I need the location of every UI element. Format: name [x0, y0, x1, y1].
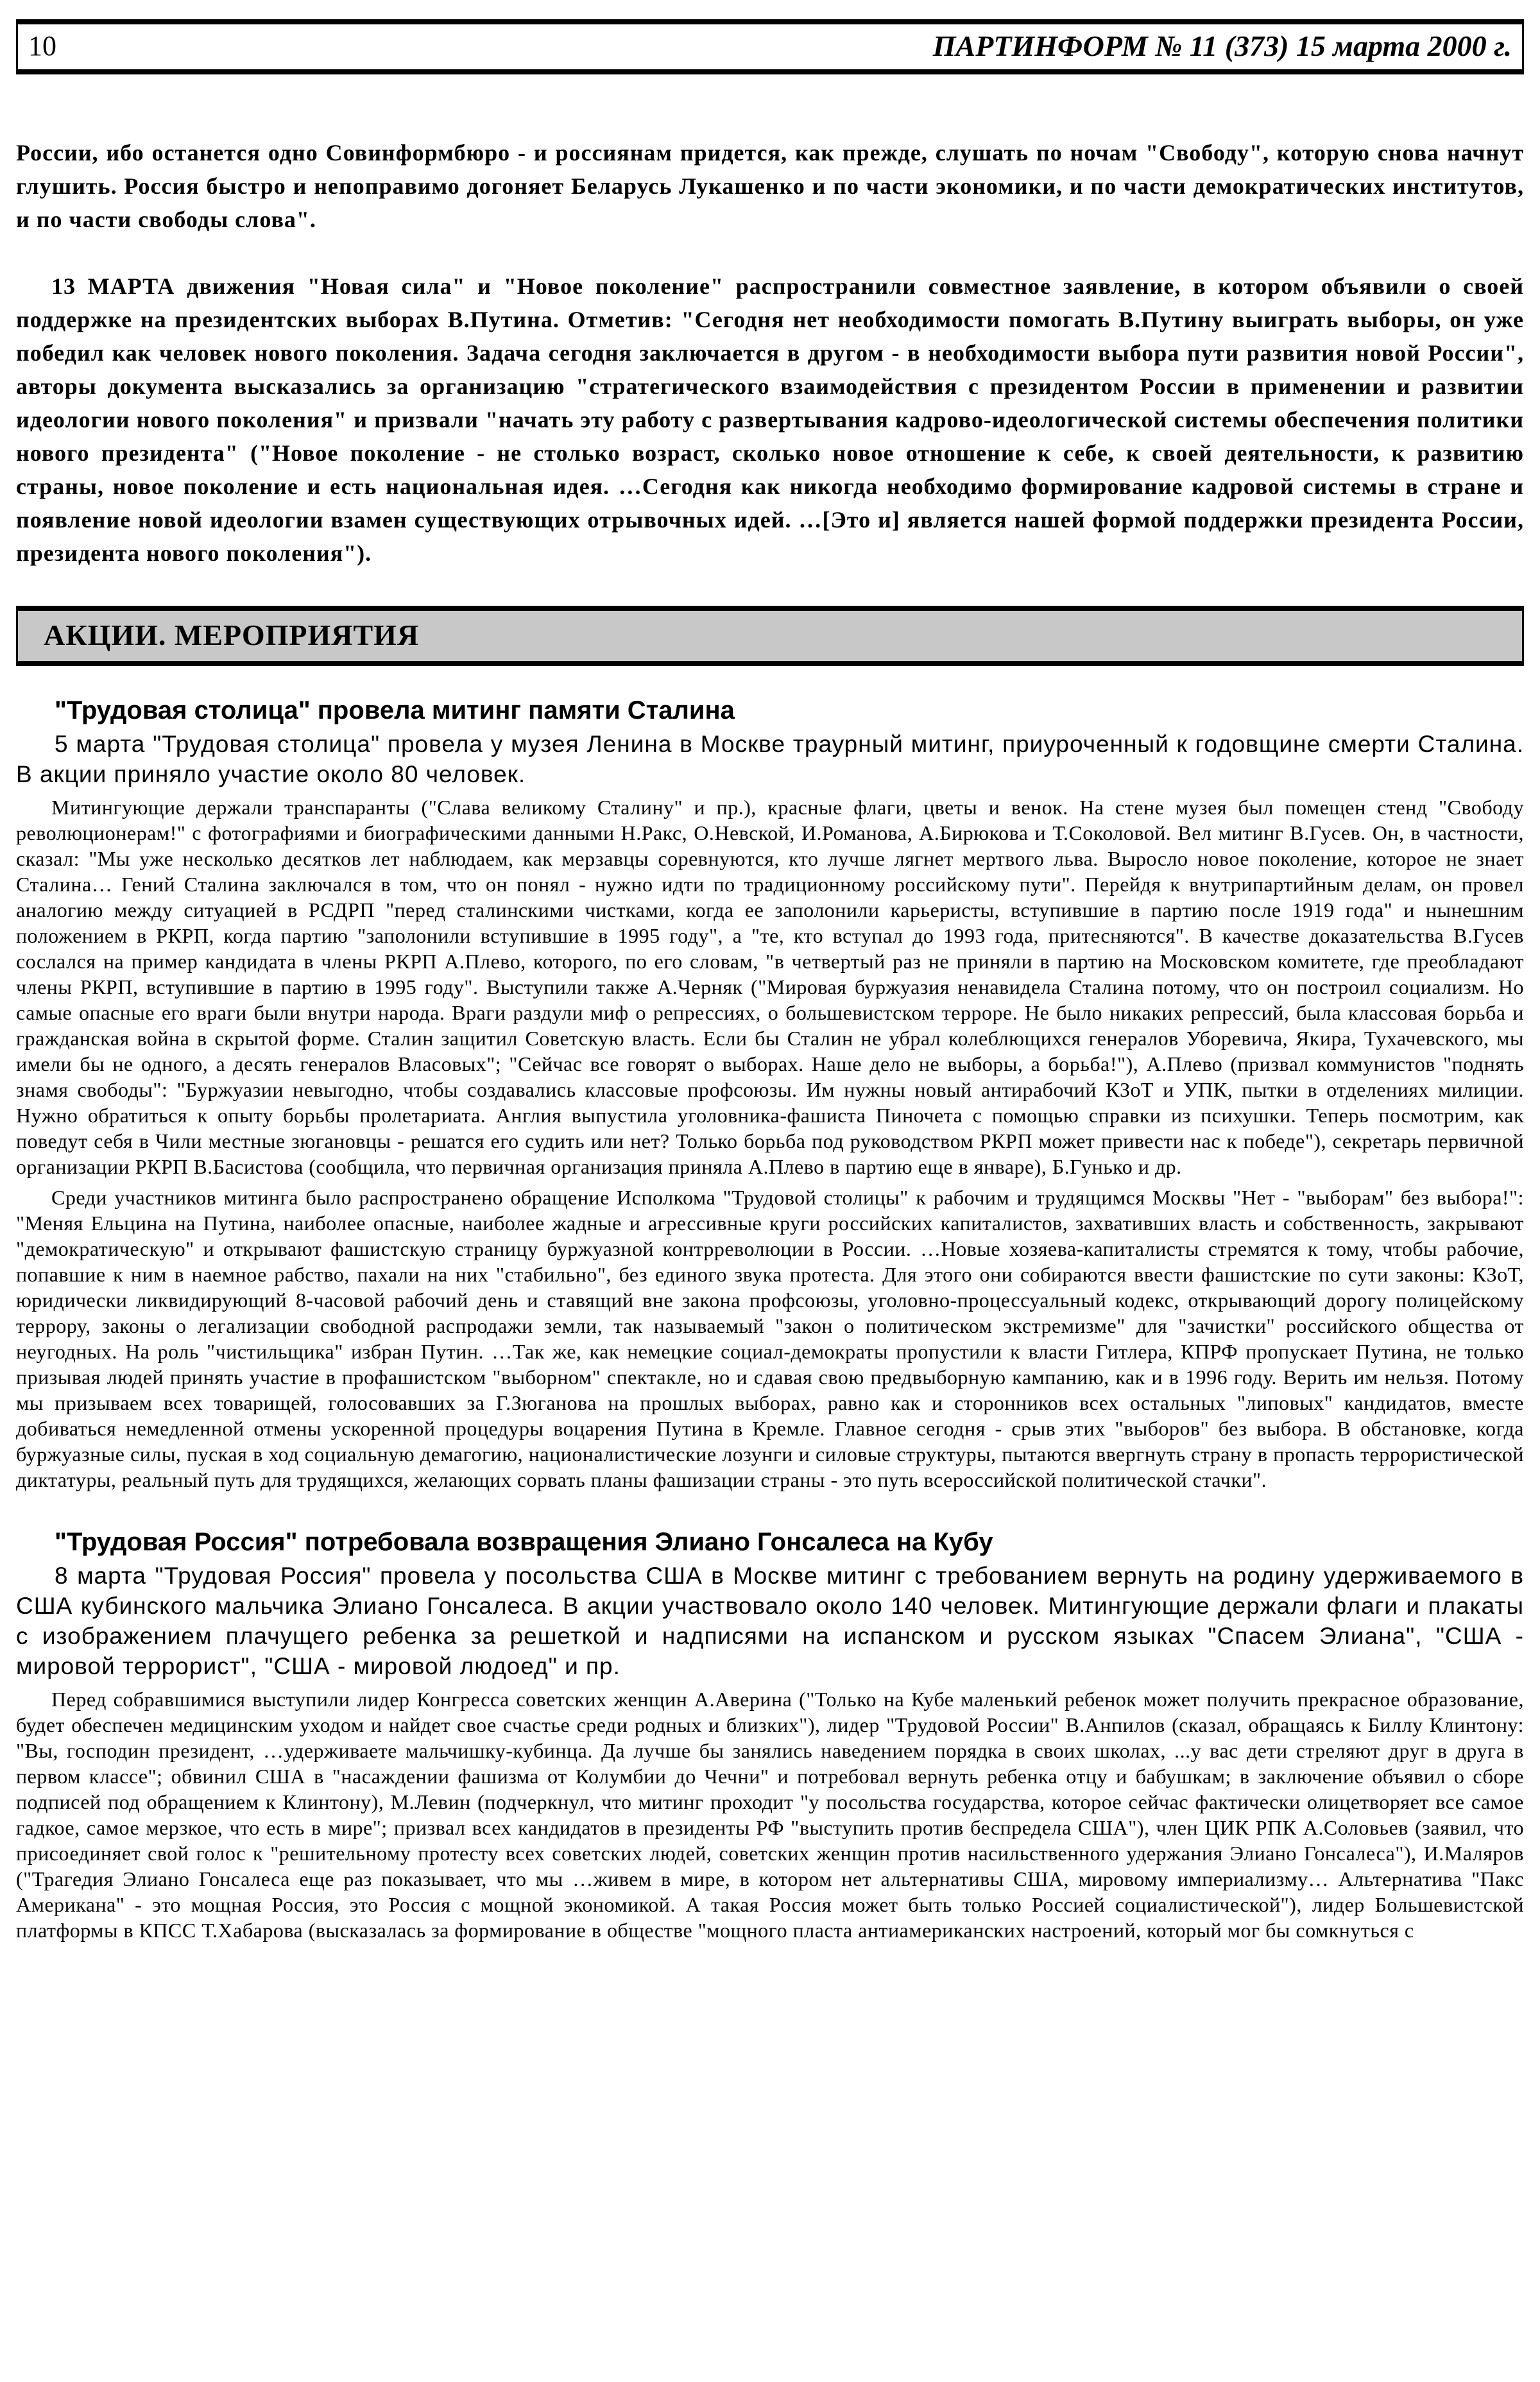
article2-title: "Трудовая Россия" потребовала возвращения Элиано Гонсалеса на Кубу: [55, 1528, 993, 1556]
page-number: 10: [28, 30, 56, 62]
article-stalin-rally: [16, 696, 1524, 1493]
intro-paragraph-1: России, ибо останется одно Совинформбюро - и россиянам придется, как прежде, слушать по ночам "Свободу", которую снова начнут глушить. Россия быстро и непоправимо догоняет Беларусь Лукашенко и по части экономики, и по части демократических институтов, и по части свободы слова".: [16, 140, 1524, 232]
article1-body-paragraph-2: Среди участников митинга было распространено обращение Исполкома "Трудовой столицы" к рабочим и трудящимся Москвы "Нет - "выборам" без выбора!": "Меняя Ельцина на Путина, наиболее опасные, наиболее жадные и агрессивные круги российских капиталистов, захвативших власть и собственность, закрывают "демократическую" и открывают фашистскую страницу буржуазной контрреволюции в России. …Новые хозяева-капиталисты стремятся к тому, чтобы рабочие, попавшие к ним в наемное рабство, пахали на них "стабильно", без единого звука протеста. Для этого они собираются ввести фашистские по сути законы: КЗоТ, юридически ликвидирующий 8-часовой рабочий день и ставящий вне закона профсоюзы, уголовно-процессуальный кодекс, открывающий дорогу полицейскому террору, законы о легализации свободной распродажи земли, так называемый "закон о политическом экстремизме" для "зачистки" российского общества от неугодных. На роль "чистильщика" избран Путин. …Так же, как немецкие социал-демократы пропустили к власти Гитлера, КПРФ пропускает Путина, не только призывая людей принять участие в профашистском "выборном" спектакле, но и сдавая свою предвыборную кампанию, как и в 1996 году. Верить им нельзя. Потому мы призываем всех товарищей, голосовавших за Г.Зюганова на прошлых выборах, равно как и сторонников всех остальных "липовых" кандидатов, вместе добиваться немедленной отмены ускоренной процедуры воцарения Путина в Кремле. Главное сегодня - срыв этих "выборов" без выбора. В обстановке, когда буржуазные силы, пуская в ход социальную демагогию, националистические лозунги и силовые структуры, пытаются ввергнуть страну в пропасть террористической диктатуры, реальный путь для трудящихся, желающих сорвать планы фашизации страны - это путь всероссийской политической стачки".: [16, 1186, 1524, 1491]
masthead-title: ПАРТИНФОРМ № 11 (373) 15 марта 2000 г.: [932, 30, 1512, 62]
article2-body-paragraph-1: Перед собравшимися выступили лидер Конгресса советских женщин А.Аверина ("Только на Кубе маленький ребенок может получить прекрасное образование, будет обеспечен медицинским уходом и найдет свое счастье среди родных и близких"), лидер "Трудовой России" В.Анпилов (сказал, обращаясь к Биллу Клинтону: "Вы, господин президент, …удерживаете мальчишку-кубинца. Да лучше бы занялись наведением порядка в своих школах, ...у вас дети стреляют друг в друга в первом классе"; обвинил США в "насаждении фашизма от Колумбии до Чечни" и потребовал вернуть ребенка отцу и бабушкам; в заключение объявил о сборе подписей под обращением к Клинтону), М.Левин (подчеркнул, что митинг проходит "у посольства государства, которое сейчас фактически олицетворяет все самое гадкое, самое мерзкое, что есть в мире"; призвал всех кандидатов в президенты РФ "выступить против беспредела США"), член ЦИК РПК А.Соловьев (заявил, что присоединяет свой голос к "решительному протесту всех советских людей, советских женщин против насильственного удержания Элиано Гонсалеса"), И.Маляров ("Трагедия Элиано Гонсалеса еще раз показывает, что мы …живем в мире, в котором нет альтернативы США, мировому империализму… Альтернатива "Пакс Американа" - это мощная Россия, это Россия с мощной экономикой. А такая Россия может быть только Россией социалистической"), лидер Большевистской платформы в КПСС Т.Хабарова (высказалась за формирование в обществе "мощного пласта антиамериканских настроений, который мог бы сомкнуться с: [16, 1688, 1524, 1942]
article1-title: "Трудовая столица" провела митинг памяти Сталина: [55, 696, 735, 724]
article2-lead: 8 марта "Трудовая Россия" провела у посольства США в Москве митинг с требованием вернуть на родину удерживаемого в США кубинского мальчика Элиано Гонсалеса. В акции участвовало около 140 человек. Митингующие держали флаги и плакаты с изображением плачущего ребенка за решеткой и надписями на испанском и русском языках "Спасем Элиана", "США - мировой террорист", "США - мировой людоед" и пр.: [16, 1563, 1524, 1679]
article-gonzalez-rally: [16, 1527, 1524, 1943]
page-header: [16, 19, 1524, 74]
section-header-label: АКЦИИ. МЕРОПРИЯТИЯ: [44, 619, 420, 651]
article1-body-paragraph-1: Митингующие держали транспаранты ("Слава великому Сталину" и пр.), красные флаги, цветы и венок. На стене музея был помещен стенд "Свободу революционерам!" с фотографиями и биографическими данными Н.Ракс, О.Невской, И.Романова, А.Бирюкова и Т.Соколовой. Вел митинг В.Гусев. Он, в частности, сказал: "Мы уже несколько десятков лет наблюдаем, как мерзавцы соревнуются, кто лучше лягнет мертвого льва. Выросло новое поколение, которое не знает Сталина… Гений Сталина заключался в том, что он понял - нужно идти по традиционному российскому пути". Перейдя к внутрипартийным делам, он провел аналогию между ситуацией в РСДРП "перед сталинскими чистками, когда ее заполонили карьеристы, вступившие в партию после 1919 года" и нынешним положением в РКРП, когда партию "заполонили вступившие в 1995 году", а "те, кто вступал до 1993 года, притесняются". В качестве доказательства В.Гусев сослался на пример кандидата в члены РКРП А.Плево, которого, по его словам, "в четвертый раз не приняли в партию на Московском комитете, где преобладают члены РКРП, вступившие в партию в 1995 году". Выступили также А.Черняк ("Мировая буржуазия ненавидела Сталина потому, что он построил социализм. Но самые опасные его враги были внутри народа. Враги раздули миф о репрессиях, о большевистском терроре. Не было никаких репрессий, была классовая борьба и гражданская война в скрытой форме. Сталин защитил Советскую власть. Если бы Сталин не убрал колеблющихся генералов Уборевича, Якира, Тухачевского, мы имели бы не одного, а десять генералов Власовых"; "Сейчас все говорят о выборах. Наше дело не выборы, а борьба!"), А.Плево (призвал коммунистов "поднять знамя свободы": "Буржуазии невыгодно, чтобы создавались классовые профсоюзы. Им нужны новый антирабочий КЗоТ и УПК, пытки в отделениях милиции. Нужно обратиться к опыту борьбы пролетариата. Англия выпустила уголовника-фашиста Пиночета с помощью справки из психушки. Теперь посмотрим, как поведут себя в Чили местные зюгановцы - решатся его судить или нет? Только борьба под руководством РКРП может привести нас к победе"), секретарь первичной организации РКРП В.Басистова (сообщила, что первичная организация приняла А.Плево в партию еще в январе), Б.Гунько и др.: [16, 796, 1524, 1178]
section-header-bar: [16, 606, 1524, 666]
article1-lead: 5 марта "Трудовая столица" провела у музея Ленина в Москве траурный митинг, приуроченный к годовщине смерти Сталина. В акции приняло участие около 80 человек.: [16, 731, 1524, 787]
intro-paragraph-2: 13 МАРТА движения "Новая сила" и "Новое поколение" распространили совместное заявление, в котором объявили о своей поддержке на президентских выборах В.Путина. Отметив: "Сегодня нет необходимости помогать В.Путину выиграть выборы, он уже победил как человек нового поколения. Задача сегодня заключается в другом - в необходимости выбора пути развития новой России", авторы документа высказались за организацию "стратегического взаимодействия с президентом России в применении и развитии идеологии нового поколения" и призвали "начать эту работу с развертывания кадрово-идеологической системы обеспечения политики нового президента" ("Новое поколение - не столько возраст, сколько новое отношение к себе, к своей деятельности, к развитию страны, новое поколение и есть национальная идея. …Сегодня как никогда необходимо формирование кадровой системы в стране и появление новой идеологии взамен существующих отрывочных идей. …[Это и] является нашей формой поддержки президента России, президента нового поколения").: [16, 273, 1524, 566]
intro-section: [16, 136, 1524, 570]
